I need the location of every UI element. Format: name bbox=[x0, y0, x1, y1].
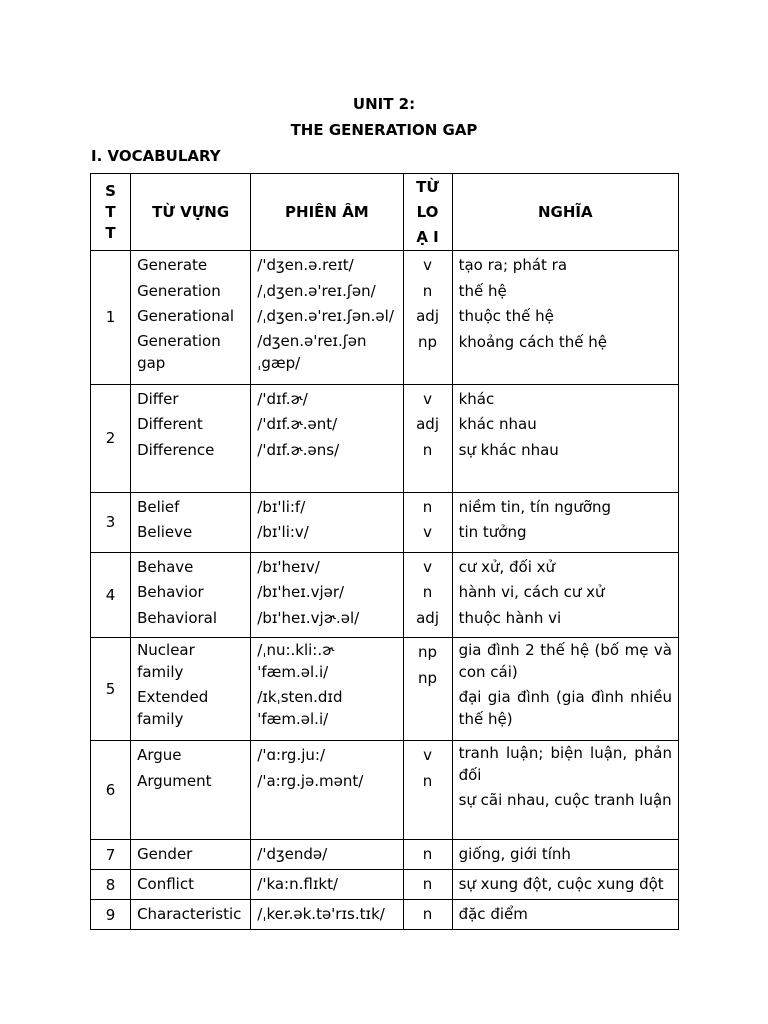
word: Extended family bbox=[137, 688, 209, 728]
pos: v bbox=[423, 746, 432, 764]
word: Difference bbox=[137, 440, 215, 459]
header-ipa: PHIÊN ÂM bbox=[251, 174, 403, 251]
pos: n bbox=[422, 771, 433, 790]
pos: n bbox=[422, 905, 433, 923]
ipa: /'dɪf.ɚ/ bbox=[257, 389, 308, 408]
meaning-cell bbox=[452, 384, 678, 492]
pos: n bbox=[422, 440, 433, 459]
word-cell bbox=[131, 900, 251, 930]
pos-cell bbox=[403, 638, 452, 741]
word-cell bbox=[131, 251, 251, 385]
ipa: /'dɪf.ɚ.ənt/ bbox=[257, 415, 338, 433]
ipa: /'ka:n.flɪkt/ bbox=[257, 875, 339, 893]
pos: v bbox=[423, 523, 432, 541]
word: Argument bbox=[137, 771, 212, 790]
pos-cell bbox=[403, 384, 452, 492]
word: Different bbox=[137, 415, 203, 433]
row-number: 8 bbox=[91, 870, 131, 900]
unit-subtitle: THE GENERATION GAP bbox=[290, 121, 478, 139]
pos: v bbox=[423, 557, 432, 576]
ipa: /'dʒendə/ bbox=[257, 845, 328, 863]
pos-cell bbox=[403, 552, 452, 638]
meaning-cell bbox=[452, 251, 678, 385]
meaning: cư xử, đối xử bbox=[458, 557, 556, 576]
meaning-cell bbox=[452, 638, 678, 741]
word: Belief bbox=[137, 497, 180, 516]
row-number: 3 bbox=[91, 492, 131, 552]
table-row bbox=[91, 741, 679, 840]
meaning: tranh luận; biện luận, phản đối bbox=[458, 744, 672, 784]
ipa-cell bbox=[251, 840, 403, 870]
ipa: /bɪ'heɪ.vjər/ bbox=[257, 583, 345, 601]
word: Behavioral bbox=[137, 608, 218, 627]
header-word: TỪ VỰNG bbox=[131, 174, 251, 251]
row-number: 1 bbox=[91, 251, 131, 385]
meaning: tin tưởng bbox=[458, 523, 527, 541]
pos: np bbox=[418, 332, 438, 351]
pos: np bbox=[418, 668, 438, 687]
meaning-cell bbox=[452, 870, 678, 900]
meaning: khoảng cách thế hệ bbox=[458, 332, 608, 351]
pos: n bbox=[422, 583, 433, 601]
meaning-cell bbox=[452, 552, 678, 638]
row-number: 6 bbox=[91, 741, 131, 840]
table-row bbox=[91, 840, 679, 870]
word: Believe bbox=[137, 523, 193, 541]
pos-cell bbox=[403, 741, 452, 840]
word: Behave bbox=[137, 557, 194, 576]
pos: adj bbox=[416, 307, 439, 325]
meaning: giống, giới tính bbox=[458, 845, 571, 863]
ipa: /bɪ'li:f/ bbox=[257, 497, 306, 516]
meaning: khác nhau bbox=[458, 415, 537, 433]
pos: n bbox=[422, 497, 433, 516]
meaning: hành vi, cách cư xử bbox=[458, 583, 605, 601]
meaning: thuộc hành vi bbox=[458, 608, 562, 627]
ipa-cell bbox=[251, 741, 403, 840]
meaning: thuộc thế hệ bbox=[458, 307, 554, 325]
section-heading: I. VOCABULARY bbox=[91, 147, 221, 165]
word: Generate bbox=[137, 256, 208, 274]
word: Generation bbox=[137, 281, 221, 300]
row-number: 2 bbox=[91, 384, 131, 492]
meaning: sự cãi nhau, cuộc tranh luận bbox=[458, 791, 672, 809]
pos-cell bbox=[403, 251, 452, 385]
unit-title: UNIT 2: bbox=[352, 95, 416, 113]
word-cell bbox=[131, 384, 251, 492]
header-pos: TỪ LOẠ I bbox=[403, 174, 452, 251]
word: Differ bbox=[137, 389, 179, 408]
word: Argue bbox=[137, 746, 182, 764]
word-cell bbox=[131, 870, 251, 900]
pos: n bbox=[422, 845, 433, 863]
ipa-cell bbox=[251, 870, 403, 900]
table-row bbox=[91, 384, 679, 492]
row-number: 7 bbox=[91, 840, 131, 870]
ipa: /ˌker.ək.tə'rɪs.tɪk/ bbox=[257, 905, 385, 923]
word: Characteristic bbox=[137, 905, 242, 923]
word: Generational bbox=[137, 307, 235, 325]
meaning-cell bbox=[452, 900, 678, 930]
pos: adj bbox=[416, 608, 439, 627]
table-row bbox=[91, 552, 679, 638]
word: Conflict bbox=[137, 875, 194, 893]
pos: v bbox=[423, 256, 432, 274]
header-stt: ST T bbox=[91, 174, 131, 251]
word: Generation gap bbox=[137, 331, 221, 372]
pos-cell bbox=[403, 900, 452, 930]
ipa-cell bbox=[251, 552, 403, 638]
ipa: /'dɪf.ɚ.əns/ bbox=[257, 440, 340, 459]
meaning: khác bbox=[458, 389, 495, 408]
header-row bbox=[91, 174, 679, 251]
word-cell bbox=[131, 552, 251, 638]
meaning: niềm tin, tín ngưỡng bbox=[458, 497, 612, 516]
ipa: /dʒen.ə'reɪ.ʃən ˌgæp/ bbox=[257, 331, 367, 372]
meaning-cell bbox=[452, 492, 678, 552]
ipa: /ˌdʒen.ə'reɪ.ʃən/ bbox=[257, 281, 376, 300]
ipa: /'dʒen.ə.reɪt/ bbox=[257, 256, 354, 274]
pos: n bbox=[422, 281, 433, 300]
meaning: gia đình 2 thế hệ (bố mẹ và con cái) bbox=[458, 641, 672, 681]
meaning-cell bbox=[452, 840, 678, 870]
ipa-cell bbox=[251, 251, 403, 385]
word-cell bbox=[131, 840, 251, 870]
row-number: 5 bbox=[91, 638, 131, 741]
vocabulary-table bbox=[90, 173, 679, 930]
pos: np bbox=[418, 643, 438, 661]
table-row bbox=[91, 870, 679, 900]
table-row bbox=[91, 900, 679, 930]
ipa: /ˌdʒen.ə'reɪ.ʃən.əl/ bbox=[257, 307, 394, 325]
word: Gender bbox=[137, 845, 193, 863]
row-number: 9 bbox=[91, 900, 131, 930]
word: Behavior bbox=[137, 583, 204, 601]
header-meaning: NGHĨA bbox=[452, 174, 678, 251]
meaning: tạo ra; phát ra bbox=[458, 256, 568, 274]
ipa: /'ɑ:rg.ju:/ bbox=[257, 746, 325, 764]
table-row bbox=[91, 492, 679, 552]
pos-cell bbox=[403, 492, 452, 552]
pos-cell bbox=[403, 840, 452, 870]
word-cell bbox=[131, 638, 251, 741]
table-row bbox=[91, 251, 679, 385]
ipa-cell bbox=[251, 638, 403, 741]
ipa: /ˌnu:.kli:.ɚ 'fæm.əl.i/ bbox=[257, 641, 335, 681]
word-cell bbox=[131, 741, 251, 840]
ipa: /bɪ'li:v/ bbox=[257, 523, 309, 541]
ipa: /bɪ'heɪv/ bbox=[257, 557, 320, 576]
meaning: thế hệ bbox=[458, 281, 507, 300]
ipa: /bɪ'heɪ.vjɚ.əl/ bbox=[257, 608, 360, 627]
ipa-cell bbox=[251, 900, 403, 930]
ipa: /'a:rg.jə.mənt/ bbox=[257, 771, 364, 790]
table-row bbox=[91, 638, 679, 741]
row-number: 4 bbox=[91, 552, 131, 638]
meaning: sự xung đột, cuộc xung đột bbox=[458, 875, 664, 893]
pos: n bbox=[422, 875, 433, 893]
meaning: sự khác nhau bbox=[458, 440, 559, 459]
ipa: /ɪkˌsten.dɪd 'fæm.əl.i/ bbox=[257, 688, 343, 728]
ipa-cell bbox=[251, 384, 403, 492]
meaning: đại gia đình (gia đình nhiều thế hệ) bbox=[458, 688, 672, 728]
ipa-cell bbox=[251, 492, 403, 552]
pos: adj bbox=[416, 415, 439, 433]
pos-cell bbox=[403, 870, 452, 900]
word-cell bbox=[131, 492, 251, 552]
word: Nuclear family bbox=[137, 641, 195, 681]
meaning: đặc điểm bbox=[458, 905, 528, 923]
meaning-cell bbox=[452, 741, 678, 840]
pos: v bbox=[423, 389, 432, 408]
